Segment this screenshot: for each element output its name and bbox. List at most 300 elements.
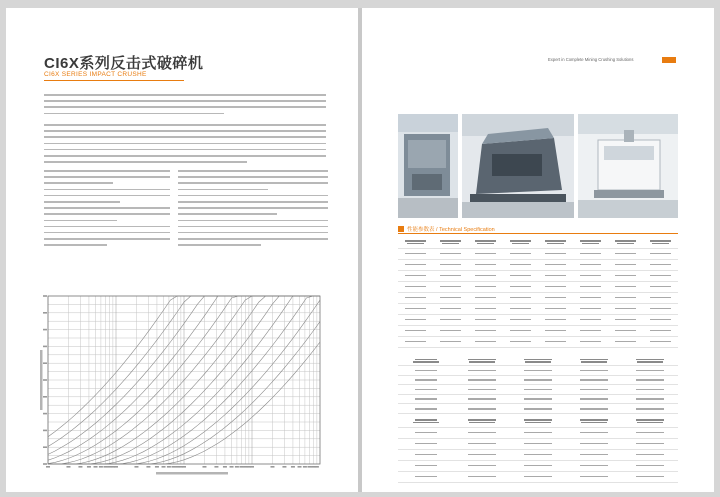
cell-text — [468, 398, 496, 400]
crusher-photo-2 — [462, 114, 574, 218]
y-tick-label — [43, 346, 47, 348]
cell-text — [475, 253, 497, 255]
cell-text — [475, 330, 497, 332]
table-cell — [538, 292, 573, 303]
table-cell — [573, 292, 608, 303]
table-cell — [573, 270, 608, 281]
cell-text — [405, 264, 427, 266]
cell-text — [580, 370, 608, 372]
page-header — [548, 57, 676, 63]
cell-text — [510, 341, 532, 343]
capacity-table-2 — [398, 416, 678, 483]
table-cell — [510, 438, 566, 449]
cell-text — [582, 243, 599, 245]
table-cell — [503, 259, 538, 270]
table-cell — [468, 314, 503, 325]
cell-text — [469, 361, 496, 363]
cell-text — [524, 359, 552, 361]
cell-text — [405, 275, 427, 277]
y-tick-label — [43, 396, 47, 398]
cell-text — [415, 465, 437, 467]
table-cell — [503, 292, 538, 303]
y-tick-label — [43, 446, 47, 448]
table-cell — [398, 237, 433, 248]
x-tick-label — [107, 466, 111, 468]
table-cell — [643, 336, 678, 347]
cell-text — [524, 454, 552, 456]
table-cell — [538, 259, 573, 270]
cell-text — [510, 330, 532, 332]
table-cell — [608, 314, 643, 325]
cell-text — [415, 370, 437, 372]
cell-text — [636, 359, 664, 361]
cell-text — [650, 319, 672, 321]
cell-text — [405, 319, 427, 321]
cell-text — [615, 264, 637, 266]
table-row — [398, 303, 678, 314]
cell-text — [415, 379, 437, 381]
features-english-column — [178, 170, 328, 250]
x-tick-label — [243, 466, 247, 468]
cell-text — [580, 476, 608, 478]
cell-text — [636, 465, 664, 467]
cell-text — [650, 264, 672, 266]
cell-text — [415, 419, 437, 421]
cell-text — [468, 370, 496, 372]
table-row — [398, 325, 678, 336]
table-cell — [622, 394, 678, 404]
y-tick-label — [43, 312, 47, 314]
table-cell — [454, 438, 510, 449]
x-tick-label — [103, 466, 107, 468]
cell-text — [524, 432, 552, 434]
cell-text — [615, 297, 637, 299]
table-cell — [643, 325, 678, 336]
table-cell — [454, 471, 510, 482]
table-cell — [454, 356, 510, 366]
table-row — [398, 292, 678, 303]
x-axis-title — [156, 472, 228, 475]
cell-text — [440, 341, 462, 343]
cell-text — [636, 398, 664, 400]
table-cell — [566, 394, 622, 404]
cell-text — [524, 370, 552, 372]
left-page — [6, 8, 358, 492]
table-cell — [468, 292, 503, 303]
table-cell — [566, 416, 622, 427]
table-cell — [643, 259, 678, 270]
cell-text — [510, 286, 532, 288]
table-cell — [398, 460, 454, 471]
table-cell — [566, 449, 622, 460]
table-cell — [643, 314, 678, 325]
table-row — [398, 366, 678, 376]
x-tick-label — [114, 466, 118, 468]
cell-text — [475, 264, 497, 266]
table-cell — [538, 237, 573, 248]
table-cell — [573, 314, 608, 325]
cell-text — [524, 398, 552, 400]
table-row — [398, 449, 678, 460]
table-cell — [398, 314, 433, 325]
intro-english-paragraph — [44, 124, 326, 167]
table-row — [398, 394, 678, 404]
cell-text — [637, 422, 664, 424]
x-tick-label — [223, 466, 227, 468]
table-cell — [566, 460, 622, 471]
cell-text — [440, 297, 462, 299]
table-cell — [510, 404, 566, 414]
x-tick-label — [311, 466, 315, 468]
cell-text — [580, 297, 602, 299]
table-cell — [454, 404, 510, 414]
x-tick-label — [99, 466, 103, 468]
cell-text — [580, 398, 608, 400]
cell-text — [475, 275, 497, 277]
cell-text — [440, 319, 462, 321]
cell-text — [636, 389, 664, 391]
table-cell — [622, 427, 678, 438]
table-cell — [608, 292, 643, 303]
cell-text — [524, 443, 552, 445]
cell-text — [468, 389, 496, 391]
table-cell — [622, 356, 678, 366]
table-cell — [566, 438, 622, 449]
spec-table — [398, 237, 678, 348]
x-tick-label — [155, 466, 159, 468]
table-cell — [503, 237, 538, 248]
cell-text — [468, 432, 496, 434]
cell-text — [510, 275, 532, 277]
cell-text — [524, 476, 552, 478]
cell-text — [475, 341, 497, 343]
table-cell — [433, 292, 468, 303]
cell-text — [405, 330, 427, 332]
table-cell — [622, 460, 678, 471]
table-cell — [398, 394, 454, 404]
table-cell — [643, 292, 678, 303]
x-tick-label — [87, 466, 91, 468]
table-cell — [643, 303, 678, 314]
y-tick-label — [43, 430, 47, 432]
spec-section-heading — [398, 225, 678, 234]
cell-text — [415, 443, 437, 445]
cell-text — [415, 476, 437, 478]
x-tick-label — [167, 466, 171, 468]
table-cell — [468, 248, 503, 259]
cell-text — [525, 422, 552, 424]
table-row — [398, 427, 678, 438]
table-cell — [398, 248, 433, 259]
features-chinese-column — [44, 170, 170, 250]
table-cell — [566, 356, 622, 366]
table-cell — [398, 385, 454, 395]
table-cell — [608, 259, 643, 270]
table-cell — [433, 237, 468, 248]
cell-text — [545, 264, 567, 266]
table-cell — [608, 237, 643, 248]
table-row — [398, 438, 678, 449]
y-tick-label — [43, 463, 47, 465]
cell-text — [580, 319, 602, 321]
cell-text — [468, 454, 496, 456]
cell-text — [636, 476, 664, 478]
capacity-table-1 — [398, 356, 678, 414]
table-cell — [433, 336, 468, 347]
table-cell — [433, 303, 468, 314]
cell-text — [615, 341, 637, 343]
table-cell — [643, 270, 678, 281]
cell-text — [415, 359, 437, 361]
table-cell — [503, 248, 538, 259]
table-cell — [398, 325, 433, 336]
cell-text — [440, 308, 462, 310]
x-tick-label — [307, 466, 311, 468]
cell-text — [545, 297, 567, 299]
cell-text — [580, 264, 602, 266]
cell-text — [580, 443, 608, 445]
cell-text — [512, 243, 529, 245]
cell-text — [636, 419, 664, 421]
cell-text — [468, 419, 496, 421]
table-cell — [398, 259, 433, 270]
cell-text — [468, 379, 496, 381]
cell-text — [415, 454, 437, 456]
table-cell — [433, 270, 468, 281]
table-row — [398, 404, 678, 414]
y-tick-label — [43, 362, 47, 364]
table-cell — [398, 303, 433, 314]
table-cell — [503, 314, 538, 325]
cell-text — [650, 341, 672, 343]
table-cell — [468, 336, 503, 347]
cell-text — [650, 253, 672, 255]
table-cell — [454, 385, 510, 395]
cell-text — [524, 389, 552, 391]
cell-text — [650, 330, 672, 332]
table-cell — [398, 375, 454, 385]
cell-text — [524, 408, 552, 410]
table-cell — [510, 375, 566, 385]
cell-text — [615, 240, 637, 242]
cell-text — [615, 319, 637, 321]
cell-text — [580, 454, 608, 456]
x-tick-label — [250, 466, 254, 468]
table-cell — [468, 270, 503, 281]
cell-text — [405, 308, 427, 310]
page-subtitle: CI6X SERIES IMPACT CRUSHE — [44, 71, 147, 78]
x-tick-label — [78, 466, 82, 468]
cell-text — [580, 432, 608, 434]
table-cell — [454, 416, 510, 427]
cell-text — [650, 286, 672, 288]
cell-text — [468, 476, 496, 478]
table-cell — [510, 394, 566, 404]
cell-text — [636, 443, 664, 445]
cell-text — [413, 422, 440, 424]
y-axis-title — [40, 350, 43, 410]
cell-text — [615, 275, 637, 277]
header-tagline: Expert in Complete Mining Crushing Solutions — [548, 57, 634, 62]
table-cell — [566, 385, 622, 395]
table-cell — [608, 248, 643, 259]
table-cell — [608, 325, 643, 336]
particle-size-chart — [38, 292, 338, 482]
table-cell — [433, 281, 468, 292]
table-cell — [622, 366, 678, 376]
cell-text — [415, 408, 437, 410]
table-cell — [538, 248, 573, 259]
table-cell — [608, 336, 643, 347]
table-cell — [573, 281, 608, 292]
cell-text — [580, 253, 602, 255]
title-underline — [44, 80, 184, 81]
table-cell — [398, 404, 454, 414]
cell-text — [650, 297, 672, 299]
cell-text — [580, 308, 602, 310]
table-cell — [398, 292, 433, 303]
cell-text — [580, 330, 602, 332]
cell-text — [545, 286, 567, 288]
cell-text — [468, 408, 496, 410]
table-row — [398, 375, 678, 385]
cell-text — [652, 243, 669, 245]
table-cell — [566, 375, 622, 385]
x-tick-label — [162, 466, 166, 468]
cell-text — [510, 253, 532, 255]
cell-text — [415, 398, 437, 400]
x-tick-label — [282, 466, 286, 468]
table-cell — [433, 314, 468, 325]
cell-text — [405, 286, 427, 288]
table-cell — [510, 471, 566, 482]
crusher-photo-3 — [578, 114, 678, 218]
cell-text — [545, 330, 567, 332]
cell-text — [510, 308, 532, 310]
cell-text — [650, 275, 672, 277]
table-cell — [643, 237, 678, 248]
table-cell — [622, 449, 678, 460]
cell-text — [615, 286, 637, 288]
table-cell — [454, 460, 510, 471]
cell-text — [469, 422, 496, 424]
cell-text — [405, 240, 427, 242]
cell-text — [524, 465, 552, 467]
cell-text — [650, 240, 672, 242]
cell-text — [615, 308, 637, 310]
table-cell — [573, 303, 608, 314]
cell-text — [580, 419, 608, 421]
table-cell — [510, 416, 566, 427]
particle-size-chart-svg — [38, 292, 338, 482]
x-tick-label — [146, 466, 150, 468]
y-tick-label — [43, 413, 47, 415]
x-tick-label — [291, 466, 295, 468]
cell-text — [510, 264, 532, 266]
table-cell — [573, 336, 608, 347]
table-cell — [503, 303, 538, 314]
table-cell — [468, 237, 503, 248]
table-cell — [398, 270, 433, 281]
y-tick-label — [43, 379, 47, 381]
cell-text — [580, 389, 608, 391]
table-cell — [566, 366, 622, 376]
table-cell — [510, 356, 566, 366]
cell-text — [510, 297, 532, 299]
cell-text — [510, 319, 532, 321]
x-tick-label — [46, 466, 50, 468]
cell-text — [545, 240, 567, 242]
cell-text — [468, 359, 496, 361]
table-cell — [454, 394, 510, 404]
cell-text — [440, 264, 462, 266]
cell-text — [525, 361, 552, 363]
cell-text — [440, 240, 462, 242]
table-cell — [510, 460, 566, 471]
x-tick-label — [214, 466, 218, 468]
table-cell — [398, 438, 454, 449]
spec-heading-bullet — [398, 226, 404, 232]
table-cell — [398, 366, 454, 376]
table-cell — [643, 248, 678, 259]
x-tick-label — [134, 466, 138, 468]
cell-text — [545, 275, 567, 277]
cell-text — [415, 389, 437, 391]
table-row — [398, 281, 678, 292]
y-tick-label — [43, 329, 47, 331]
cell-text — [475, 297, 497, 299]
table-cell — [573, 259, 608, 270]
cell-text — [636, 408, 664, 410]
table-cell — [566, 404, 622, 414]
table-cell — [468, 281, 503, 292]
table-cell — [503, 325, 538, 336]
cell-text — [580, 341, 602, 343]
page-title: CI6X系列反击式破碎机 — [44, 55, 204, 72]
cell-text — [475, 308, 497, 310]
cell-text — [580, 408, 608, 410]
x-tick-label — [235, 466, 239, 468]
x-tick-label — [303, 466, 307, 468]
x-tick-label — [171, 466, 175, 468]
cell-text — [440, 286, 462, 288]
cell-text — [524, 419, 552, 421]
table-cell — [468, 325, 503, 336]
table-cell — [433, 325, 468, 336]
table-cell — [398, 336, 433, 347]
table-cell — [622, 385, 678, 395]
cell-text — [615, 330, 637, 332]
table-cell — [503, 270, 538, 281]
cell-text — [637, 361, 664, 363]
table-cell — [622, 471, 678, 482]
cell-text — [581, 361, 608, 363]
table-cell — [538, 336, 573, 347]
cell-text — [475, 286, 497, 288]
table-cell — [538, 270, 573, 281]
x-tick-label — [94, 466, 98, 468]
cell-text — [636, 370, 664, 372]
table-header-row — [398, 356, 678, 366]
cell-text — [545, 319, 567, 321]
table-cell — [398, 471, 454, 482]
cell-text — [580, 240, 602, 242]
table-row — [398, 460, 678, 471]
table-row — [398, 336, 678, 347]
cell-text — [524, 379, 552, 381]
table-header-row — [398, 237, 678, 248]
table-cell — [622, 416, 678, 427]
